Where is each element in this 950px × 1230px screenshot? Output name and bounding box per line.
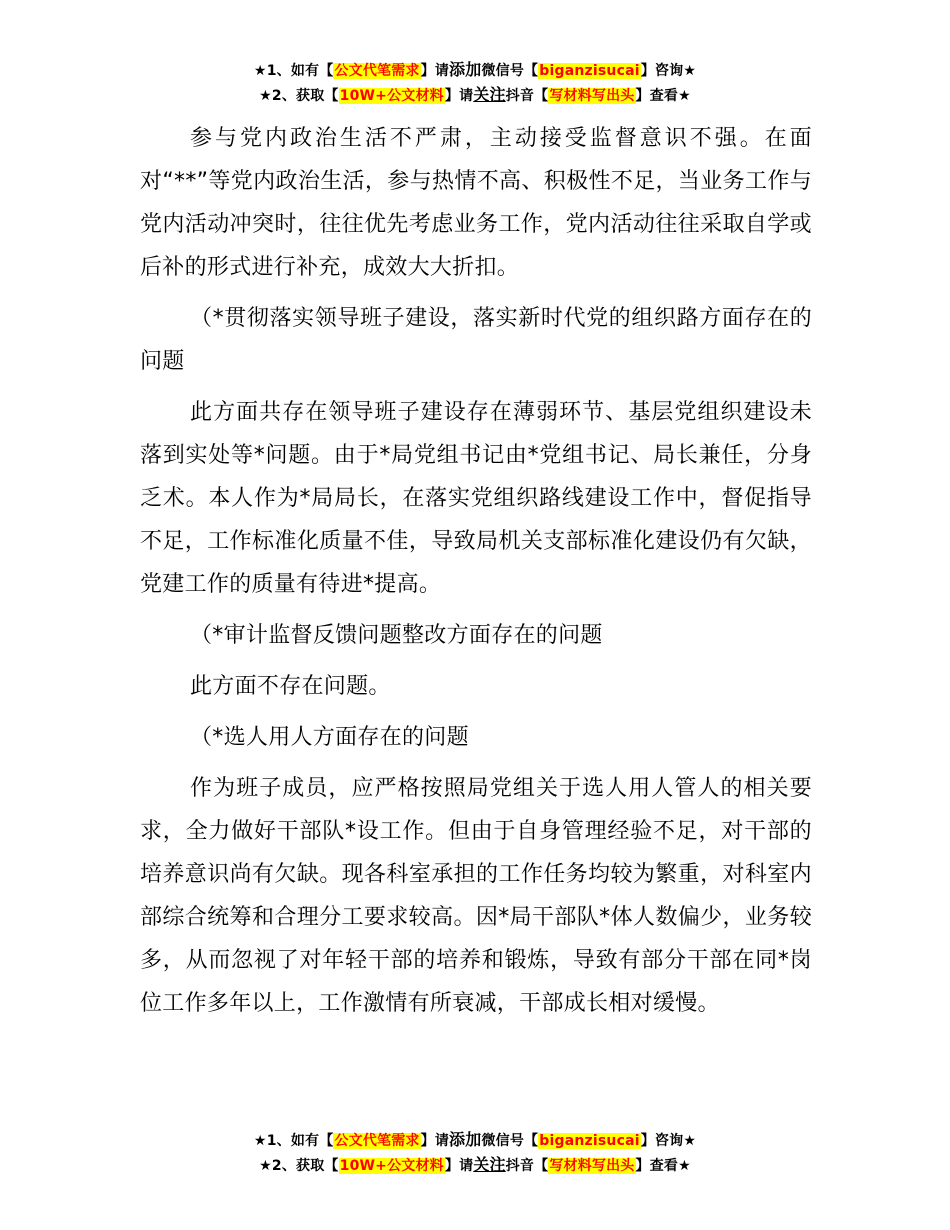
footer-banner: [0, 1128, 950, 1178]
paragraph: 作为班子成员，应严格按照局党组关于选人用人管人的相关要求，全力做好干部队*设工作。但由于自身管理经验不足，对干部的培养意识尚有欠缺。现各科室承担的工作任务均较为繁重，对科室内部综合统筹和合理分工要求较高。因*局干部队*体人数偏少，业务较多，从而忽视了对年轻干部的培养和锻炼，导致有部分干部在同*岗位工作多年以上，工作激情有所衰减，干部成长相对缓慢。: [140, 776, 812, 1016]
highlight-wechat-id: biganzisucai: [539, 1133, 640, 1149]
star-icon: ★: [253, 1133, 267, 1149]
highlight-materials: 10W+公文材料: [339, 1158, 444, 1174]
banner-line-1: ★1、如有【公文代笔需求】请添加微信号【biganzisucai】咨询★: [253, 60, 697, 79]
header-banner: [0, 58, 950, 108]
section-heading: （*选人用人方面存在的问题: [190, 725, 469, 750]
paragraph: 此方面不存在问题。: [190, 674, 391, 699]
paragraph: 参与党内政治生活不严肃，主动接受监督意识不强。在面对“**”等党内政治生活，参与热情不高、积极性不足，当业务工作与党内活动冲突时，往往优先考虑业务工作，党内活动往往采取自学或后补的形式进行补充，成效大大折扣。: [140, 126, 812, 280]
star-icon: ★: [253, 63, 267, 79]
highlight-douyin: 写材料写出头: [549, 88, 635, 104]
highlight-douyin: 写材料写出头: [549, 1158, 635, 1174]
document-body: [140, 117, 812, 1025]
section-heading: （*贯彻落实领导班子建设，落实新时代党的组织路方面存在的问题: [140, 306, 812, 374]
star-icon: ★: [259, 88, 272, 104]
highlight-materials: 10W+公文材料: [339, 88, 444, 104]
highlight-wechat-id: biganzisucai: [539, 63, 640, 79]
section-heading: （*审计监督反馈问题整改方面存在的问题: [190, 623, 603, 648]
paragraph: 此方面共存在领导班子建设存在薄弱环节、基层党组织建设未落到实处等*问题。由于*局党组书记由*党组书记、局长兼任，分身乏术。本人作为*局局长，在落实党组织路线建设工作中，督促指导不足，工作标准化质量不佳，导致局机关支部标准化建设仍有欠缺，党建工作的质量有待进*提高。: [140, 400, 812, 597]
highlight-service: 公文代笔需求: [334, 1133, 420, 1149]
banner-line-2: ★2、获取【10W+公文材料】请关注抖音【写材料写出头】查看★: [259, 1155, 691, 1174]
banner-line-2: ★2、获取【10W+公文材料】请关注抖音【写材料写出头】查看★: [259, 85, 691, 104]
banner-line-1: ★1、如有【公文代笔需求】请添加微信号【biganzisucai】咨询★: [253, 1130, 697, 1149]
star-icon: ★: [259, 1158, 272, 1174]
highlight-service: 公文代笔需求: [334, 63, 420, 79]
